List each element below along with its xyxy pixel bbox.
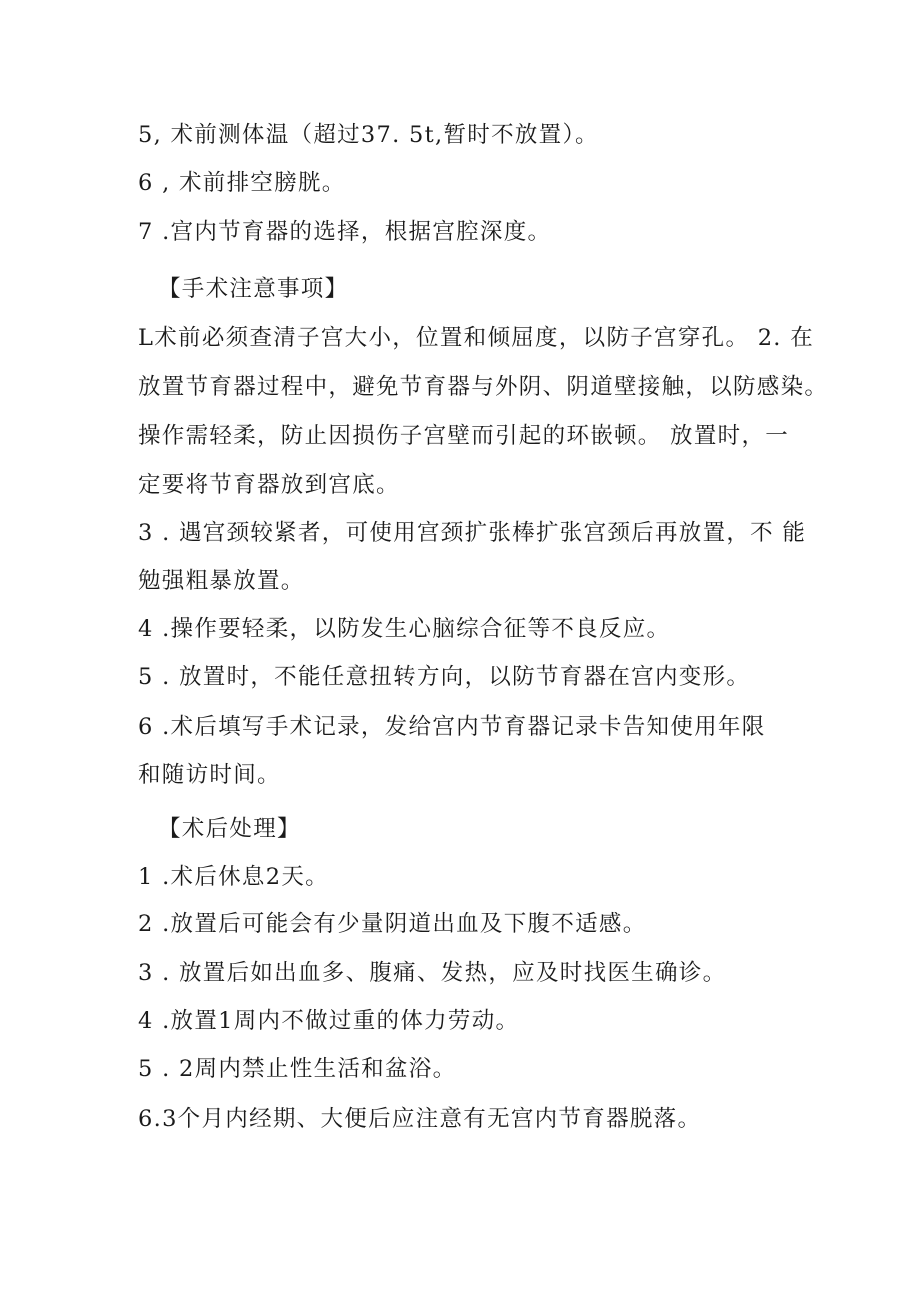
pre-op-item-5: 5, 术前测体温（超过37. 5t,暂时不放置）。 <box>138 122 599 148</box>
precautions-line: L术前必须查清子宫大小，位置和倾屈度，以防子宫穿孔。 2. 在 <box>138 325 815 351</box>
postop-line: 3 . 放置后如出血多、腹痛、发热，应及时找医生确诊。 <box>138 960 727 986</box>
precautions-line: 定要将节育器放到宫底。 <box>138 472 400 498</box>
precautions-line: 4 .操作要轻柔，以防发生心脑综合征等不良反应。 <box>138 616 671 642</box>
postop-line: 5 . 2周内禁止性生活和盆浴。 <box>138 1056 457 1082</box>
precautions-line: 放置节育器过程中，避免节育器与外阴、阴道壁接触，以防感染。 <box>138 374 829 400</box>
postop-line: 4 .放置1周内不做过重的体力劳动。 <box>138 1008 520 1034</box>
precautions-heading: 【手术注意事项】 <box>158 276 349 302</box>
precautions-line: 6 .术后填写手术记录，发给宫内节育器记录卡告知使用年限 <box>138 714 766 740</box>
precautions-line: 5 . 放置时，不能任意扭转方向，以防节育器在宫内变形。 <box>138 664 751 690</box>
pre-op-item-6: 6 , 术前排空膀胱。 <box>138 170 346 196</box>
postop-heading: 【术后处理】 <box>158 816 301 842</box>
postop-line: 1 .术后休息2天。 <box>138 864 329 890</box>
precautions-line: 和随访时间。 <box>138 762 281 788</box>
precautions-line: 3 . 遇宫颈较紧者，可使用宫颈扩张棒扩张宫颈后再放置，不 能 <box>138 520 807 546</box>
pre-op-item-7: 7 .宫内节育器的选择，根据宫腔深度。 <box>138 219 552 245</box>
postop-line: 6.3个月内经期、大便后应注意有无宫内节育器脱落。 <box>138 1106 702 1132</box>
precautions-line: 操作需轻柔，防止因损伤子宫壁而引起的环嵌顿。 放置时，一 <box>138 423 790 449</box>
postop-line: 2 .放置后可能会有少量阴道出血及下腹不适感。 <box>138 911 647 937</box>
precautions-line: 勉强粗暴放置。 <box>138 568 305 594</box>
